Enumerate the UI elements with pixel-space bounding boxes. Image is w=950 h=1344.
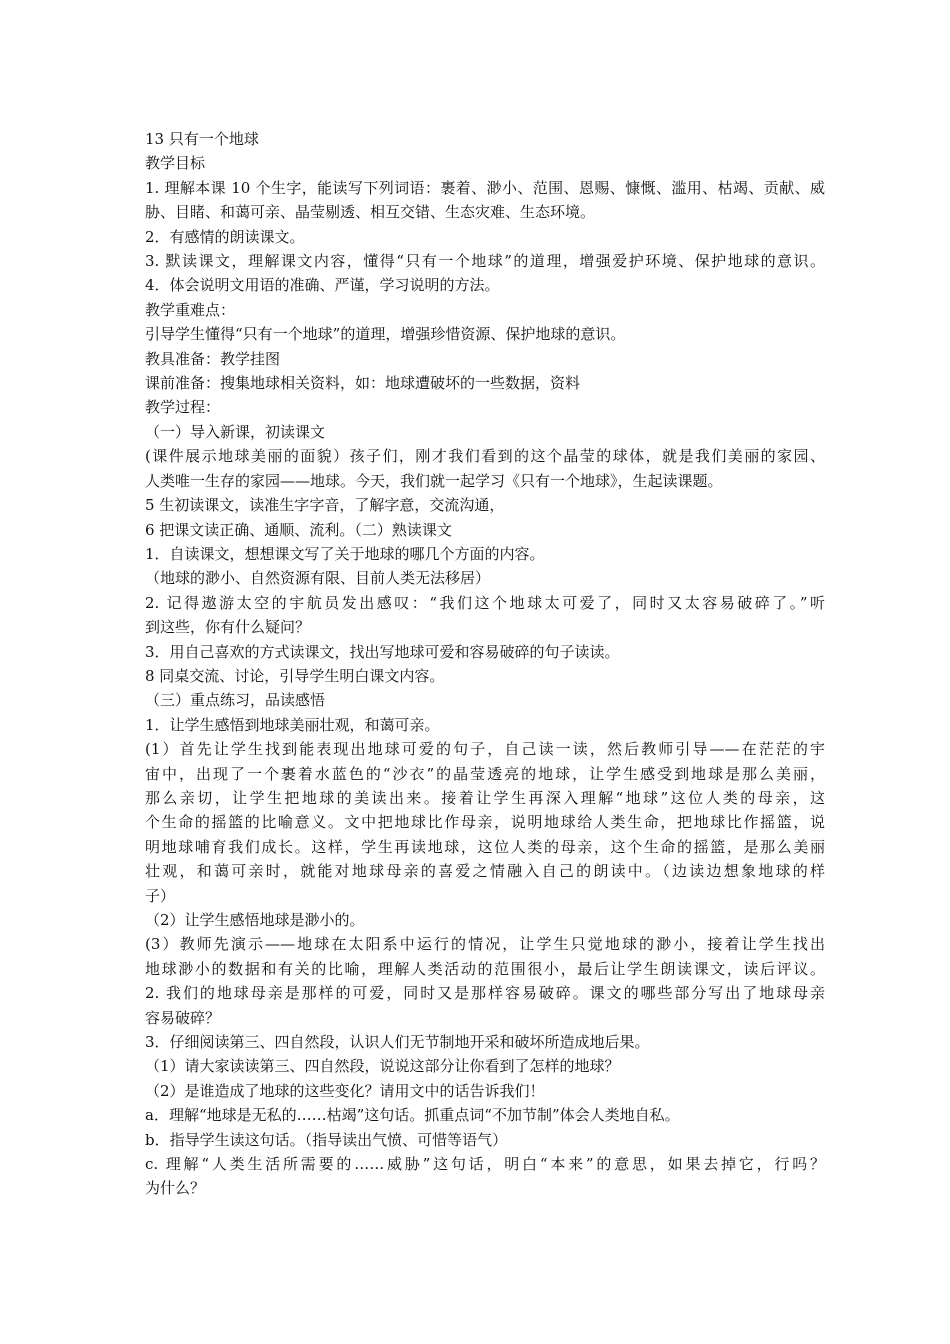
text-line: b．指导学生读这句话。（指导读出气愤、可惜等语气） xyxy=(145,1130,508,1149)
text-line: 1．自读课文，想想课文写了关于地球的哪几个方面的内容。 xyxy=(145,544,545,563)
text-line: 2．有感情的朗读课文。 xyxy=(145,227,305,246)
text-line: 宙中，出现了一个裹着水蓝色的“沙衣”的晶莹透亮的地球，让学生感受到地球是那么美丽， xyxy=(145,764,825,783)
text-line: (课件展示地球美丽的面貌）孩子们，刚才我们看到的这个晶莹的球体，就是我们美丽的家园、 xyxy=(145,447,825,466)
text-line: 3. 默读课文，理解课文内容，懂得“只有一个地球”的道理，增强爱护环境、保护地球的意识。 xyxy=(145,252,825,271)
text-line: 6 把课文读正确、通顺、流利。（二）熟读课文 xyxy=(145,520,452,539)
document-body xyxy=(145,127,825,1201)
document-page xyxy=(145,127,825,1201)
text-line: （一）导入新课，初读课文 xyxy=(145,422,326,441)
text-line: （地球的渺小、自然资源有限、目前人类无法移居） xyxy=(145,569,491,588)
text-line: 2. 记得遨游太空的宇航员发出感叹：“我们这个地球太可爱了，同时又太容易破碎了。”听 xyxy=(145,593,825,612)
text-line: （2）让学生感悟地球是渺小的。 xyxy=(145,911,365,929)
text-line: 课前准备：搜集地球相关资料，如：地球遭破坏的一些数据，资料 xyxy=(145,374,581,393)
text-line: 壮观，和蔼可亲时，就能对地球母亲的喜爱之情融入自己的朗读中。（边读边想象地球的样 xyxy=(145,862,825,881)
text-line: 地球渺小的数据和有关的比喻，理解人类活动的范围很小，最后让学生朗读课文，读后评议。 xyxy=(145,959,825,978)
text-line: 人类唯一生存的家园——地球。今天，我们就一起学习《只有一个地球》，生起读课题。 xyxy=(145,471,723,490)
text-line: 2. 我们的地球母亲是那样的可爱，同时又是那样容易破碎。课文的哪些部分写出了地球母亲 xyxy=(145,984,825,1003)
text-line: 教学重难点： xyxy=(145,300,236,319)
text-line: (1）首先让学生找到能表现出地球可爱的句子，自己读一读，然后教师引导——在茫茫的宇 xyxy=(145,740,825,759)
text-line: 8 同桌交流、讨论，引导学生明白课文内容。 xyxy=(145,666,445,685)
text-line: 胁、目睹、和蔼可亲、晶莹剔透、相互交错、生态灾难、生态环境。 xyxy=(145,203,596,222)
text-line: 到这些，你有什么疑问？ xyxy=(145,618,311,637)
text-line: （1）请大家读读第三、四自然段，说说这部分让你看到了怎样的地球？ xyxy=(145,1057,620,1076)
text-line: 容易破碎？ xyxy=(145,1008,221,1027)
text-line: 13 只有一个地球 xyxy=(145,130,259,148)
text-line: 1. 理解本课 10 个生字，能读写下列词语：裹着、渺小、范围、恩赐、慷慨、滥用、枯竭、贡献、威 xyxy=(145,178,825,197)
text-line: 教学过程： xyxy=(145,398,221,417)
text-line: 3．用自己喜欢的方式读课文，找出写地球可爱和容易破碎的句子读读。 xyxy=(145,642,620,661)
text-line: 那么亲切，让学生把地球的美读出来。接着让学生再深入理解“地球”这位人类的母亲，这 xyxy=(145,788,825,807)
text-line: 为什么？ xyxy=(145,1179,206,1198)
text-line: 个生命的摇篮的比喻意义。文中把地球比作母亲，说明地球给人类生命，把地球比作摇篮，说 xyxy=(145,813,825,832)
text-line: 1．让学生感悟到地球美丽壮观，和蔼可亲。 xyxy=(145,715,440,734)
text-line: 教学目标 xyxy=(145,154,206,173)
text-line: 子） xyxy=(145,886,176,905)
text-line: 引导学生懂得“只有一个地球”的道理，增强珍惜资源、保护地球的意识。 xyxy=(145,325,626,344)
text-line: 4．体会说明文用语的准确、严谨，学习说明的方法。 xyxy=(145,276,500,295)
text-line: 5 生初读课文，读准生字字音，了解字意，交流沟通， xyxy=(145,496,505,515)
text-line: a．理解“地球是无私的……枯竭”这句话。抓重点词“不加节制”体会人类地自私。 xyxy=(145,1106,680,1125)
text-line: （2）是谁造成了地球的这些变化？请用文中的话告诉我们！ xyxy=(145,1081,545,1100)
text-line: （三）重点练习，品读感悟 xyxy=(145,691,326,710)
text-line: c. 理解“人类生活所需要的……威胁”这句话，明白“本来”的意思，如果去掉它，行吗？ xyxy=(145,1155,825,1174)
text-line: 明地球哺育我们成长。这样，学生再读地球，这位人类的母亲，这个生命的摇篮，是那么美丽 xyxy=(145,837,825,856)
text-line: (3）教师先演示——地球在太阳系中运行的情况，让学生只觉地球的渺小，接着让学生找出 xyxy=(145,935,825,954)
text-line: 教具准备：教学挂图 xyxy=(145,349,281,368)
text-line: 3．仔细阅读第三、四自然段，认识人们无节制地开采和破坏所造成地后果。 xyxy=(145,1033,650,1052)
